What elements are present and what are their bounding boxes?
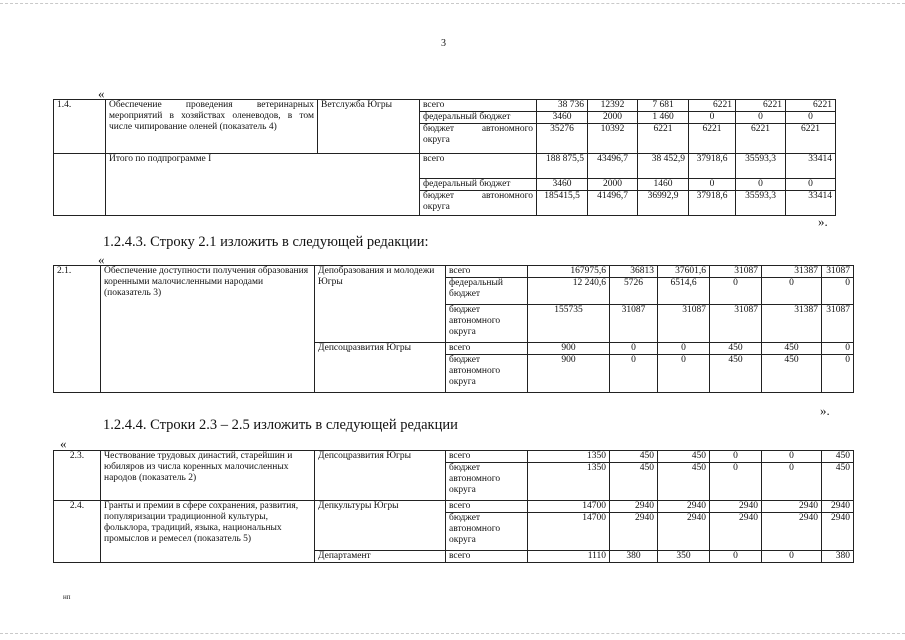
value-cell: 0	[822, 278, 854, 305]
value-cell: 450	[610, 463, 658, 501]
value-cell: 0	[658, 343, 710, 355]
funding-source: бюджет автономного округа	[446, 463, 528, 501]
value-cell: 6221	[638, 124, 689, 154]
value-cell: 2940	[658, 513, 710, 551]
value-cell: 0	[822, 343, 854, 355]
value-cell: 2940	[822, 513, 854, 551]
executor: Ветслужба Югры	[318, 100, 420, 154]
value-cell: 2940	[710, 513, 762, 551]
value-cell: 36813	[610, 266, 658, 278]
value-cell: 3460	[537, 112, 588, 124]
value-cell: 36992,9	[638, 191, 689, 216]
value-cell: 5726	[610, 278, 658, 305]
funding-source: всего	[420, 154, 537, 179]
value-cell: 12392	[588, 100, 638, 112]
value-cell: 6514,6	[658, 278, 710, 305]
value-cell: 43496,7	[588, 154, 638, 179]
value-cell: 0	[786, 179, 836, 191]
value-cell: 6221	[786, 100, 836, 112]
heading-row-2-1: 1.2.4.3. Строку 2.1 изложить в следующей редакции:	[103, 234, 429, 250]
executor: Депкультуры Югры	[315, 501, 446, 551]
row-number: 2.3.	[54, 451, 101, 501]
value-cell: 2000	[588, 112, 638, 124]
quote-open-2: «	[98, 252, 105, 267]
value-cell: 35593,3	[736, 154, 786, 179]
value-cell: 35593,3	[736, 191, 786, 216]
scan-edge-bottom	[0, 633, 905, 635]
funding-source: всего	[420, 100, 537, 112]
activity-name: Чествование трудовых династий, старейшин и юбиляров из числа коренных малочисленных народов (показатель 2)	[101, 451, 315, 501]
value-cell: 380	[822, 551, 854, 563]
value-cell: 33414	[786, 154, 836, 179]
value-cell: 31087	[658, 305, 710, 343]
value-cell: 450	[762, 355, 822, 393]
row-number: 2.1.	[54, 266, 101, 393]
value-cell: 1350	[528, 463, 610, 501]
value-cell: 350	[658, 551, 710, 563]
funding-source: всего	[446, 551, 528, 563]
funding-source: федеральный бюджет	[446, 278, 528, 305]
value-cell: 2940	[822, 501, 854, 513]
funding-source: федеральный бюджет	[420, 112, 537, 124]
value-cell: 0	[762, 278, 822, 305]
table-subprogram-1	[53, 99, 836, 216]
value-cell: 450	[822, 451, 854, 463]
value-cell: 31087	[822, 305, 854, 343]
value-cell: 185415,5	[537, 191, 588, 216]
funding-source: федеральный бюджет	[420, 179, 537, 191]
value-cell: 450	[762, 343, 822, 355]
value-cell: 6221	[736, 100, 786, 112]
value-cell: 14700	[528, 513, 610, 551]
value-cell: 900	[528, 355, 610, 393]
footer-mark: нп	[63, 593, 71, 601]
value-cell: 2940	[710, 501, 762, 513]
value-cell: 1 460	[638, 112, 689, 124]
value-cell: 3460	[537, 179, 588, 191]
value-cell: 14700	[528, 501, 610, 513]
value-cell: 33414	[786, 191, 836, 216]
value-cell: 188 875,5	[537, 154, 588, 179]
value-cell: 31387	[762, 266, 822, 278]
value-cell: 31087	[710, 266, 762, 278]
value-cell: 2940	[610, 501, 658, 513]
value-cell: 12 240,6	[528, 278, 610, 305]
funding-source: бюджет автономного округа	[446, 355, 528, 393]
value-cell: 0	[610, 343, 658, 355]
value-cell: 450	[710, 343, 762, 355]
value-cell: 450	[822, 463, 854, 501]
subprogram-total-label: Итого по подпрограмме I	[106, 154, 420, 216]
executor: Депсоцразвития Югры	[315, 451, 446, 501]
value-cell: 450	[610, 451, 658, 463]
value-cell: 0	[658, 355, 710, 393]
value-cell: 31087	[610, 305, 658, 343]
value-cell: 2940	[762, 513, 822, 551]
value-cell: 1110	[528, 551, 610, 563]
value-cell: 0	[610, 355, 658, 393]
value-cell: 2940	[610, 513, 658, 551]
activity-name: Обеспечение проведения ветеринарных мероприятий в хозяйствах оленеводов, в том числе чипирование оленей (показатель 4)	[106, 100, 318, 154]
value-cell: 2000	[588, 179, 638, 191]
quote-open-3: «	[60, 436, 67, 451]
funding-source: бюджет автономного округа	[420, 191, 537, 216]
table-row-2-1	[53, 265, 854, 393]
value-cell: 900	[528, 343, 610, 355]
value-cell: 37601,6	[658, 266, 710, 278]
value-cell: 35276	[537, 124, 588, 154]
value-cell: 0	[710, 278, 762, 305]
value-cell: 10392	[588, 124, 638, 154]
value-cell: 0	[762, 451, 822, 463]
value-cell: 37918,6	[689, 191, 736, 216]
value-cell: 6221	[689, 100, 736, 112]
value-cell: 38 736	[537, 100, 588, 112]
value-cell: 2940	[658, 501, 710, 513]
value-cell: 6221	[689, 124, 736, 154]
value-cell: 41496,7	[588, 191, 638, 216]
funding-source: всего	[446, 451, 528, 463]
quote-close-1: ».	[818, 214, 828, 229]
scan-edge-top	[0, 3, 905, 5]
value-cell: 0	[786, 112, 836, 124]
funding-source: всего	[446, 343, 528, 355]
value-cell: 31087	[822, 266, 854, 278]
value-cell: 0	[736, 112, 786, 124]
executor: Депсоцразвития Югры	[315, 343, 446, 393]
funding-source: бюджет автономного округа	[420, 124, 537, 154]
value-cell: 6221	[736, 124, 786, 154]
value-cell: 0	[689, 179, 736, 191]
table-rows-2-3-2-5	[53, 450, 854, 563]
value-cell: 0	[710, 551, 762, 563]
value-cell: 155735	[528, 305, 610, 343]
value-cell: 7 681	[638, 100, 689, 112]
activity-name: Обеспечение доступности получения образования коренными малочисленными народами (показатель 3)	[101, 266, 315, 393]
value-cell: 38 452,9	[638, 154, 689, 179]
value-cell: 380	[610, 551, 658, 563]
value-cell: 0	[822, 355, 854, 393]
funding-source: бюджет автономного округа	[446, 513, 528, 551]
value-cell: 0	[710, 451, 762, 463]
activity-name: Гранты и премии в сфере сохранения, развития, популяризации традиционной культуры, фольклора, традиций, языка, национальных промыслов и ремесел (показатель 5)	[101, 501, 315, 563]
value-cell: 31387	[762, 305, 822, 343]
value-cell: 450	[658, 451, 710, 463]
funding-source: бюджет автономного округа	[446, 305, 528, 343]
value-cell: 0	[689, 112, 736, 124]
value-cell: 0	[762, 463, 822, 501]
value-cell: 450	[658, 463, 710, 501]
row-number: 1.4.	[54, 100, 106, 154]
executor: Департамент	[315, 551, 446, 563]
executor: Депобразования и молодежи Югры	[315, 266, 446, 343]
value-cell: 2940	[762, 501, 822, 513]
value-cell: 37918,6	[689, 154, 736, 179]
funding-source: всего	[446, 266, 528, 278]
value-cell: 0	[736, 179, 786, 191]
value-cell: 1460	[638, 179, 689, 191]
funding-source: всего	[446, 501, 528, 513]
row-number: 2.4.	[54, 501, 101, 563]
heading-rows-2-3-2-5: 1.2.4.4. Строки 2.3 – 2.5 изложить в следующей редакции	[103, 417, 458, 433]
value-cell: 31087	[710, 305, 762, 343]
value-cell: 167975,6	[528, 266, 610, 278]
value-cell: 0	[710, 463, 762, 501]
quote-open-1: «	[98, 86, 105, 101]
quote-close-2: ».	[820, 403, 830, 418]
value-cell: 1350	[528, 451, 610, 463]
value-cell: 450	[710, 355, 762, 393]
page-number: 3	[441, 38, 446, 49]
value-cell: 6221	[786, 124, 836, 154]
value-cell: 0	[762, 551, 822, 563]
